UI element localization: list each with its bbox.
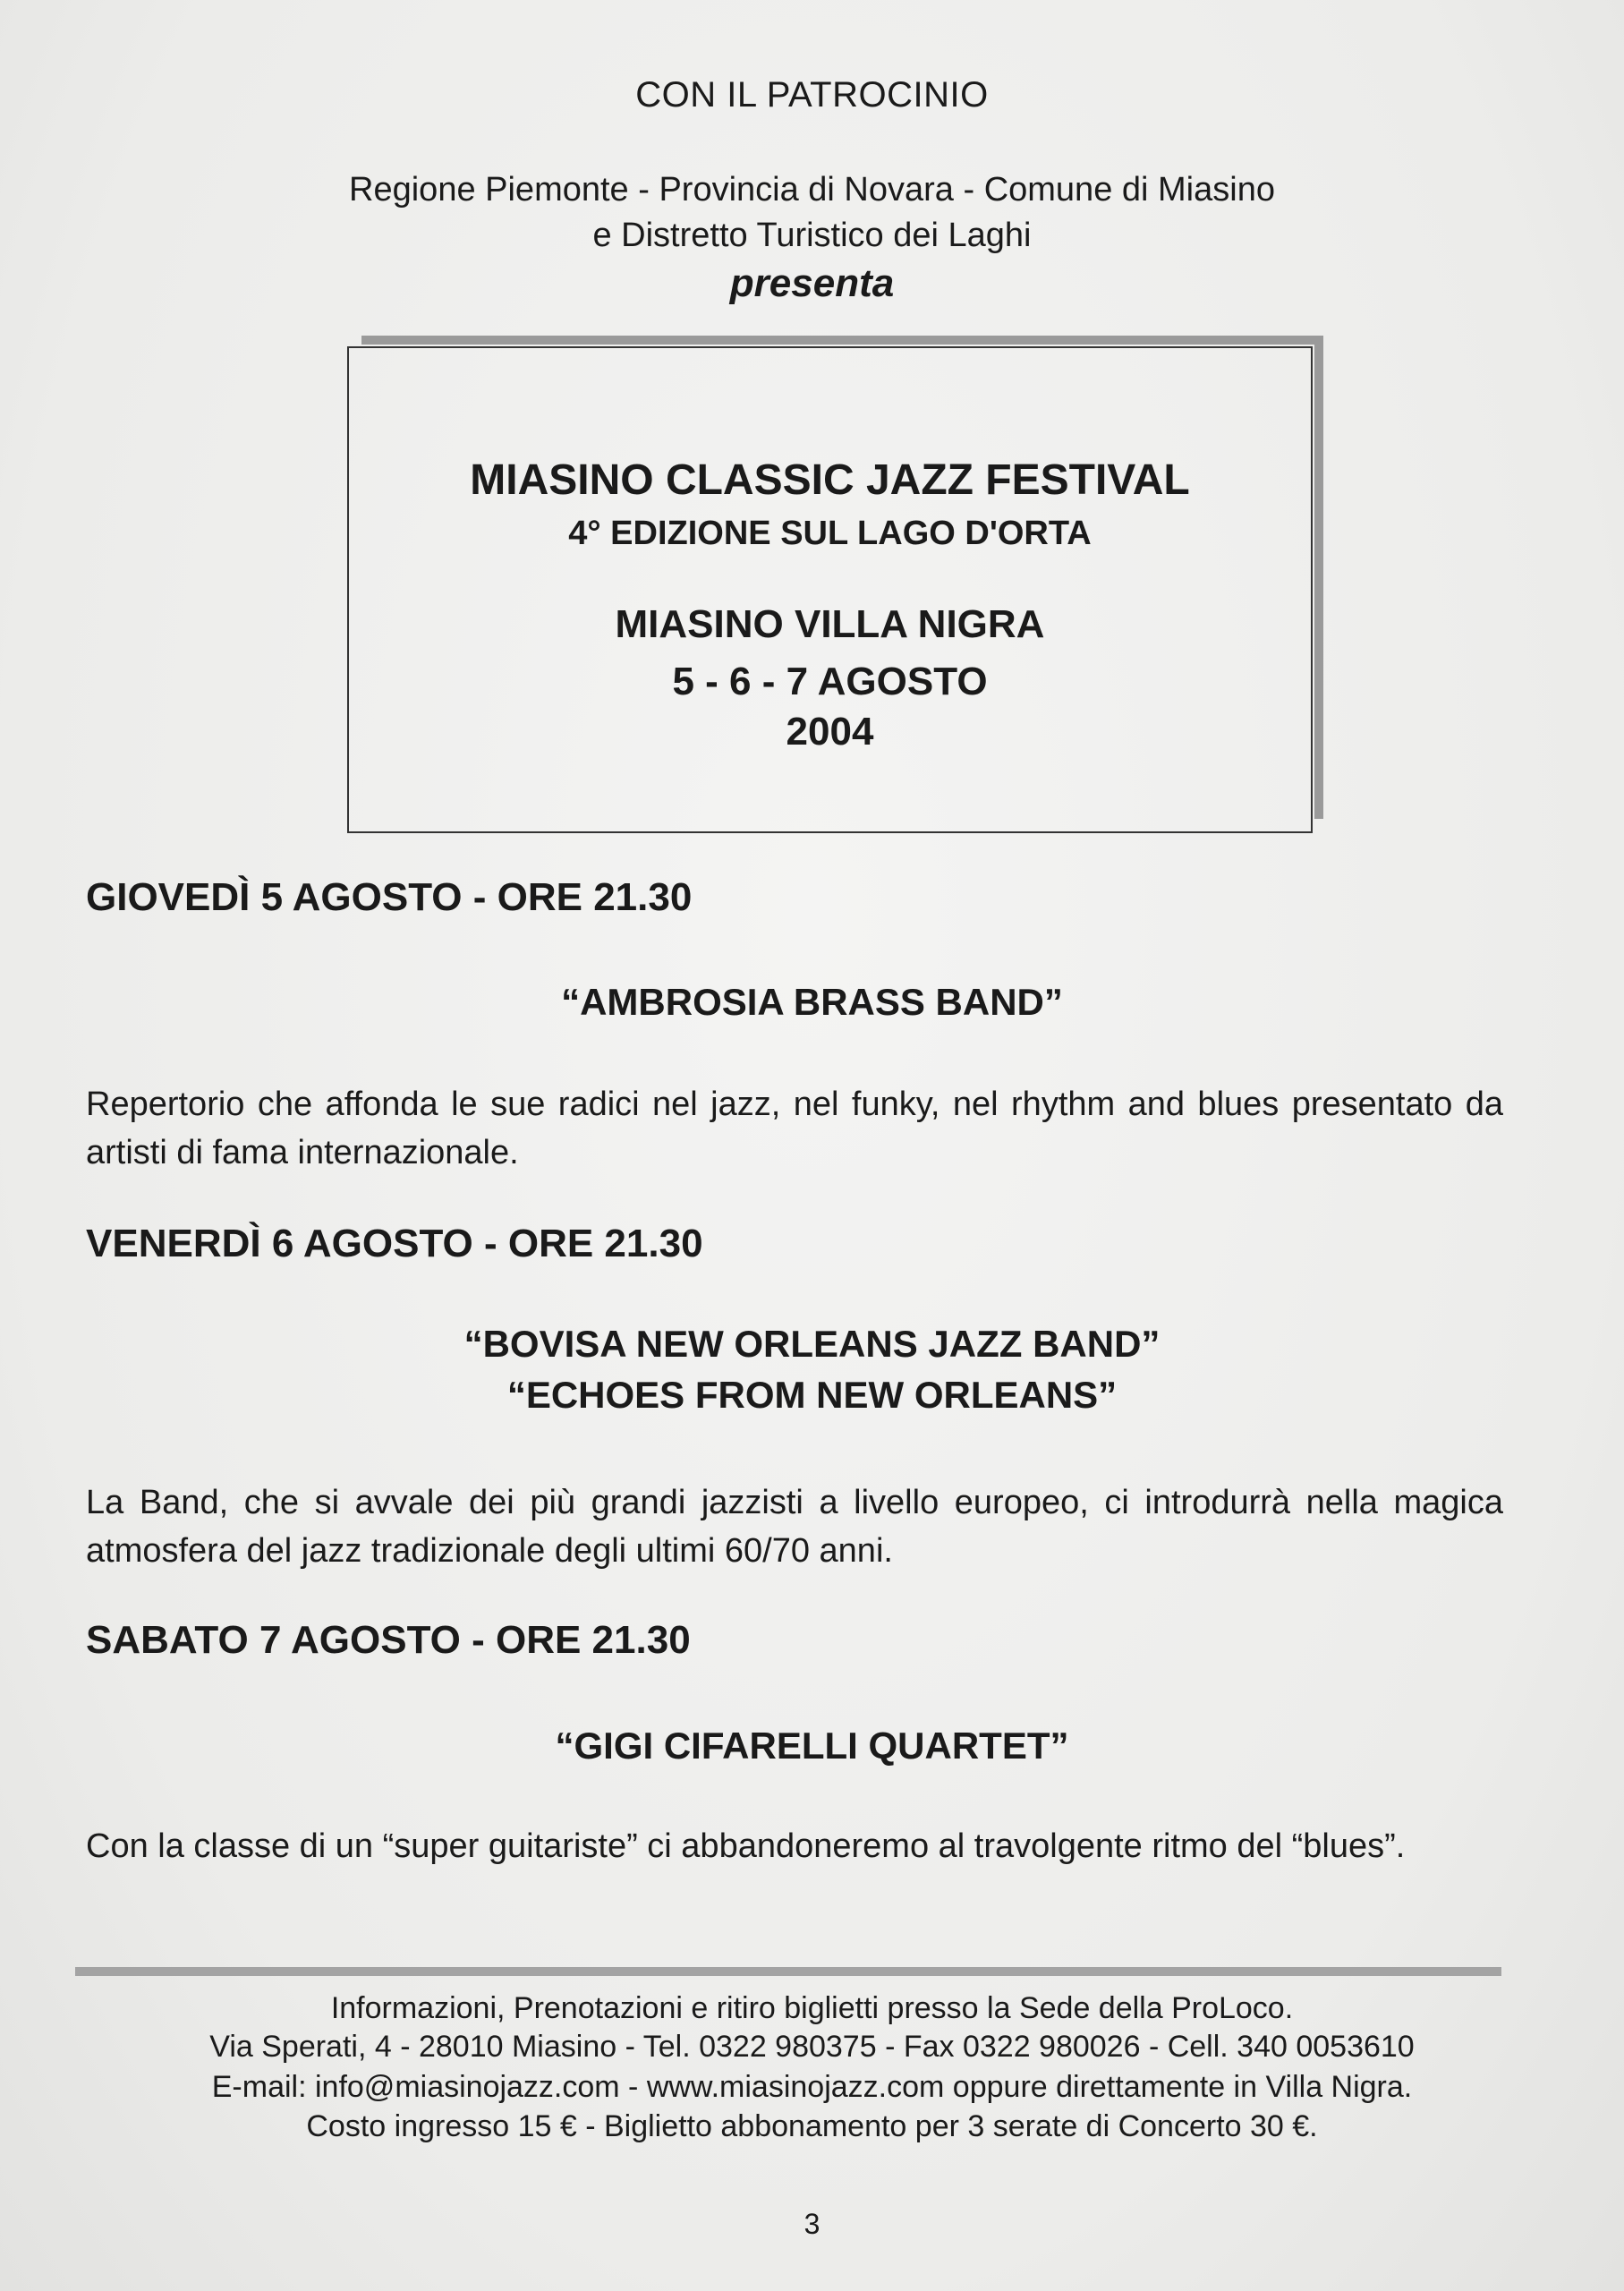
festival-title-box [347, 346, 1313, 833]
event-description-2: La Band, che si avvale dei più grandi jazzisti a livello europeo, ci introdurrà nella magica atmosfera del jazz tradizionale degli ultimi 60/70 anni. [86, 1484, 1503, 1570]
footer-divider [75, 1967, 1501, 1976]
sponsors-line-1: Regione Piemonte - Provincia di Novara - Comune di Miasino [349, 171, 1275, 209]
footer-contact-line: Via Sperati, 4 - 28010 Miasino - Tel. 0322 980375 - Fax 0322 980026 - Cell. 340 0053610 [209, 2030, 1415, 2064]
patronage-heading: CON IL PATROCINIO [635, 75, 989, 115]
event-band-2a: “BOVISA NEW ORLEANS JAZZ BAND” [463, 1323, 1161, 1365]
festival-dates: 5 - 6 - 7 AGOSTO [672, 660, 988, 703]
event-band-1: “AMBROSIA BRASS BAND” [561, 981, 1063, 1023]
festival-edition: 4° EDIZIONE SUL LAGO D'ORTA [568, 515, 1092, 552]
event-description-3: Con la classe di un “super guitariste” ci abbandoneremo al travolgente ritmo del “blues”. [86, 1827, 1406, 1865]
event-day-3: SABATO 7 AGOSTO - ORE 21.30 [86, 1618, 691, 1662]
footer-web-line: E-mail: info@miasinojazz.com - www.miasinojazz.com oppure direttamente in Villa Nigra. [211, 2070, 1413, 2104]
sponsors-line-2: e Distretto Turistico dei Laghi [592, 217, 1032, 254]
festival-title: MIASINO CLASSIC JAZZ FESTIVAL [470, 456, 1190, 504]
event-description-1: Repertorio che affonda le sue radici nel jazz, nel funky, nel rhythm and blues presentato da artisti di fama internazionale. [86, 1086, 1503, 1171]
footer-price-line: Costo ingresso 15 € - Biglietto abbonamento per 3 serate di Concerto 30 €. [306, 2109, 1318, 2143]
page-number: 3 [803, 2208, 821, 2240]
event-band-3: “GIGI CIFARELLI QUARTET” [555, 1725, 1069, 1767]
event-band-2b: “ECHOES FROM NEW ORLEANS” [506, 1374, 1118, 1416]
festival-year: 2004 [786, 710, 874, 754]
presents-label: presenta [729, 261, 895, 305]
festival-venue: MIASINO VILLA NIGRA [615, 602, 1045, 646]
event-day-2: VENERDÌ 6 AGOSTO - ORE 21.30 [86, 1222, 703, 1265]
footer-info-line-1: Informazioni, Prenotazioni e ritiro biglietti presso la Sede della ProLoco. [330, 1991, 1294, 2025]
event-day-1: GIOVEDÌ 5 AGOSTO - ORE 21.30 [86, 875, 693, 919]
